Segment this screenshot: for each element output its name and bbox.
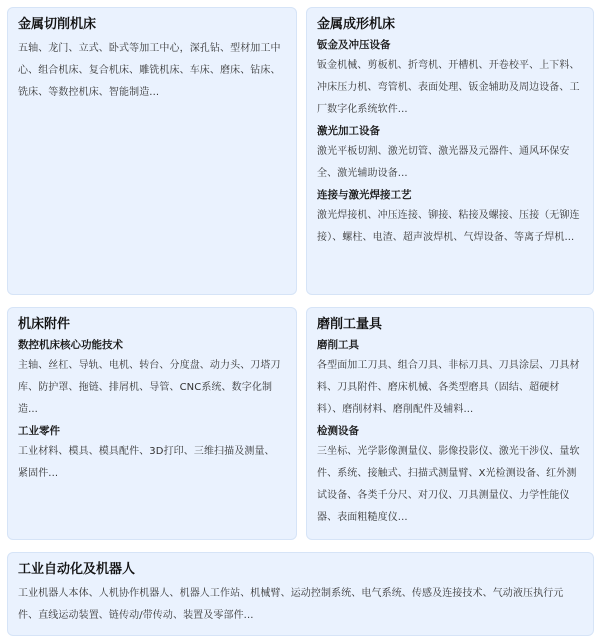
subcategory-inspection[interactable] bbox=[317, 424, 581, 529]
card-description: 五轴、龙门、立式、卧式等加工中心，深孔钻、型材加工中心、组合机床、复合机床、雕铣机床、车床、磨床、钻床、铣床、等数控机床、智能制造... bbox=[18, 43, 281, 98]
card-title: 金属切削机床 bbox=[18, 17, 97, 32]
card-title: 机床附件 bbox=[18, 317, 71, 332]
subcategory-laser-welding[interactable] bbox=[317, 188, 581, 249]
category-card-metal-cutting[interactable] bbox=[7, 7, 297, 295]
subcategory-description: 激光平板切割、激光切管、激光器及元器件、通风环保安全、激光辅助设备... bbox=[317, 146, 570, 179]
subcategory-grinding[interactable] bbox=[317, 338, 581, 421]
category-card-automation-robotics[interactable] bbox=[7, 552, 594, 636]
subcategory-description: 各型面加工刀具、组合刀具、非标刀具、刀具涂层、刀具材料、刀具附件、磨床机械、各类型磨具（固结、超硬材料）、磨削材料、磨削配件及辅料... bbox=[317, 360, 580, 415]
category-card-grinding-tools[interactable] bbox=[306, 307, 594, 540]
card-description: 工业机器人本体、人机协作机器人、机器人工作站、机械臂、运动控制系统、电气系统、传感及连接技术、气动液压执行元件、直线运动装置、链传动/带传动、装置及零部件... bbox=[18, 588, 564, 621]
subcategory-laser-processing[interactable] bbox=[317, 124, 581, 185]
category-card-metal-forming[interactable] bbox=[306, 7, 594, 295]
subcategory-title: 磨削工具 bbox=[317, 339, 359, 351]
subcategory-title: 连接与激光焊接工艺 bbox=[317, 189, 412, 201]
subcategory-title: 激光加工设备 bbox=[317, 125, 380, 137]
subcategory-title: 工业零件 bbox=[18, 425, 60, 437]
category-card-machine-accessories[interactable] bbox=[7, 307, 297, 540]
card-title: 磨削工量具 bbox=[317, 317, 383, 332]
subcategory-description: 工业材料、模具、模具配件、3D打印、三维扫描及测量、紧固件... bbox=[18, 446, 275, 479]
subcategory-title: 检测设备 bbox=[317, 425, 359, 437]
subcategory-industrial-parts[interactable] bbox=[18, 424, 284, 485]
subcategory-description: 主轴、丝杠、导轨、电机、转台、分度盘、动力头、刀塔刀库、防护罩、拖链、排屑机、导管、CNC系统、数字化制造... bbox=[18, 360, 281, 415]
subcategory-title: 钣金及冲压设备 bbox=[317, 39, 391, 51]
subcategory-cnc-core[interactable] bbox=[18, 338, 284, 421]
subcategory-description: 激光焊接机、冲压连接、铆接、粘接及螺接、压接（无铆连接）、螺柱、电渣、超声波焊机、气焊设备、等离子焊机... bbox=[317, 210, 580, 243]
subcategory-description: 钣金机械、剪板机、折弯机、开槽机、开卷校平、上下料、冲床压力机、弯管机、表面处理、钣金辅助及周边设备、工厂数字化系统软件... bbox=[317, 60, 580, 115]
card-title: 工业自动化及机器人 bbox=[18, 562, 136, 577]
subcategory-title: 数控机床核心功能技术 bbox=[18, 339, 123, 351]
subcategory-sheet-metal[interactable] bbox=[317, 38, 581, 121]
card-title: 金属成形机床 bbox=[317, 17, 396, 32]
subcategory-description: 三坐标、光学影像测量仪、影像投影仪、激光干涉仪、量软件、系统、接触式、扫描式测量臂、X光检测设备、红外测试设备、各类千分尺、对刀仪、刀具测量仪、力学性能仪器、表面粗糙度仪... bbox=[317, 446, 580, 523]
